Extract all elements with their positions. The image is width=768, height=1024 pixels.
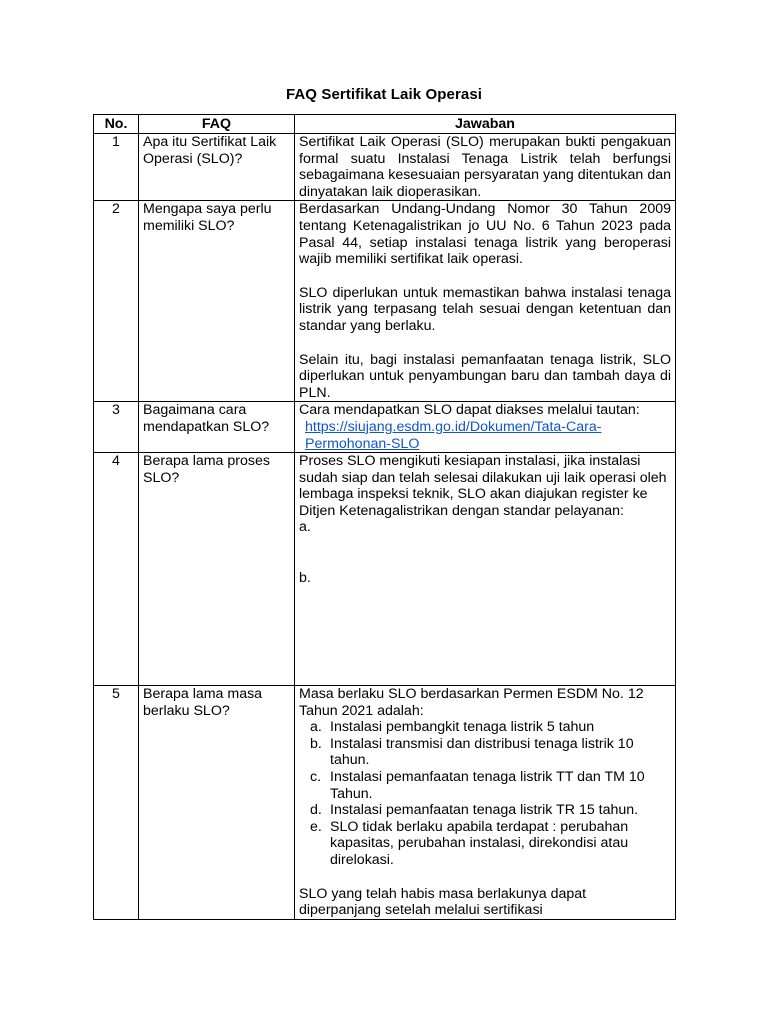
answer-outro: SLO yang telah habis masa berlakunya dapat diperpanjang setelah melalui sertifikasi — [299, 885, 587, 919]
answer-cell — [295, 686, 676, 920]
answer-text: Cara mendapatkan SLO dapat diakses melalui tautan: — [299, 402, 640, 419]
list-item — [299, 769, 671, 802]
validity-list — [299, 719, 671, 868]
list-marker: e. — [310, 818, 322, 835]
answer-intro: Masa berlaku SLO berdasarkan Permen ESDM No. 12 Tahun 2021 adalah: — [299, 686, 644, 719]
answer-cell: Sertifikat Laik Operasi (SLO) merupakan bukti pengakuan formal suatu Instalasi Tenaga Listrik telah berfungsi sebagaimana kesesuaian persyaratan yang ditentukan dan dinyatakan laik dioperasikan. — [295, 134, 676, 201]
answer-cell — [295, 201, 676, 402]
list-item-text: SLO tidak berlaku apabila terdapat : perubahan kapasitas, perubahan instalasi, direkondisi atau direlokasi. — [330, 818, 629, 869]
row-number: 1 — [94, 134, 139, 201]
header-no: No. — [94, 115, 139, 134]
tata-cara-link[interactable]: https://siujang.esdm.go.id/Dokumen/Tata-Cara-Permohonan-SLO — [305, 418, 602, 452]
list-marker: c. — [310, 769, 322, 786]
page-title: FAQ Sertifikat Laik Operasi — [285, 86, 483, 103]
faq-table — [93, 114, 676, 920]
question-cell: Bagaimana cara mendapatkan SLO? — [139, 402, 295, 453]
row-number: 5 — [94, 686, 139, 920]
paragraph-spacer — [299, 869, 671, 886]
list-spacer — [299, 536, 671, 553]
row-number: 2 — [94, 201, 139, 402]
question-cell: Berapa lama masa berlaku SLO? — [139, 686, 295, 920]
table-row — [94, 134, 676, 201]
list-item — [299, 736, 671, 769]
list-marker: a. — [310, 719, 322, 736]
list-item-text: Instalasi pemanfaatan tenaga listrik TT dan TM 10 Tahun. — [330, 769, 645, 802]
link-block — [299, 419, 671, 452]
list-marker: d. — [310, 802, 322, 819]
answer-paragraph: Selain itu, bagi instalasi pemanfaatan tenaga listrik, SLO diperlukan untuk penyambungan baru dan tambah daya di PLN. — [299, 351, 671, 401]
list-item-text: Instalasi transmisi dan distribusi tenaga listrik 10 tahun. — [330, 735, 634, 769]
question-cell: Apa itu Sertifikat Laik Operasi (SLO)? — [139, 134, 295, 201]
question-cell: Berapa lama proses SLO? — [139, 453, 295, 686]
answer-cell — [295, 453, 676, 686]
list-item-text: Instalasi pembangkit tenaga listrik 5 tahun — [330, 719, 595, 736]
list-item-a: a. — [299, 519, 311, 536]
list-item — [299, 719, 671, 736]
table-row — [94, 686, 676, 920]
list-item-text: Instalasi pemanfaatan tenaga listrik TR 15 tahun. — [330, 802, 639, 819]
header-faq: FAQ — [139, 115, 295, 134]
question-cell: Mengapa saya perlu memiliki SLO? — [139, 201, 295, 402]
answer-cell — [295, 402, 676, 453]
answer-text: Proses SLO mengikuti kesiapan instalasi, jika instalasi sudah siap dan telah selesai dilakukan uji laik operasi oleh lembaga inspeksi teknik, SLO akan diajukan register ke Ditjen Ketenagalistrikan dengan standar pelayanan: — [299, 453, 667, 519]
row-number: 3 — [94, 402, 139, 453]
table-row — [94, 453, 676, 686]
header-answer: Jawaban — [295, 115, 676, 134]
list-marker: b. — [310, 735, 322, 752]
paragraph-spacer — [299, 268, 671, 285]
table-row — [94, 402, 676, 453]
list-spacer — [299, 553, 671, 570]
list-item-b: b. — [299, 570, 311, 587]
row-number: 4 — [94, 453, 139, 686]
table-header-row — [94, 115, 676, 134]
answer-paragraph: Berdasarkan Undang-Undang Nomor 30 Tahun 2009 tentang Ketenagalistrikan jo UU No. 6 Tahun 2023 pada Pasal 44, setiap instalasi tenaga listrik yang beroperasi wajib memiliki sertifikat laik operasi. — [299, 201, 671, 268]
list-item — [299, 819, 671, 869]
paragraph-spacer — [299, 335, 671, 352]
list-item — [299, 802, 671, 819]
table-row — [94, 201, 676, 402]
answer-paragraph: SLO diperlukan untuk memastikan bahwa instalasi tenaga listrik yang terpasang telah sesuai dengan ketentuan dan standar yang berlaku. — [299, 284, 671, 334]
